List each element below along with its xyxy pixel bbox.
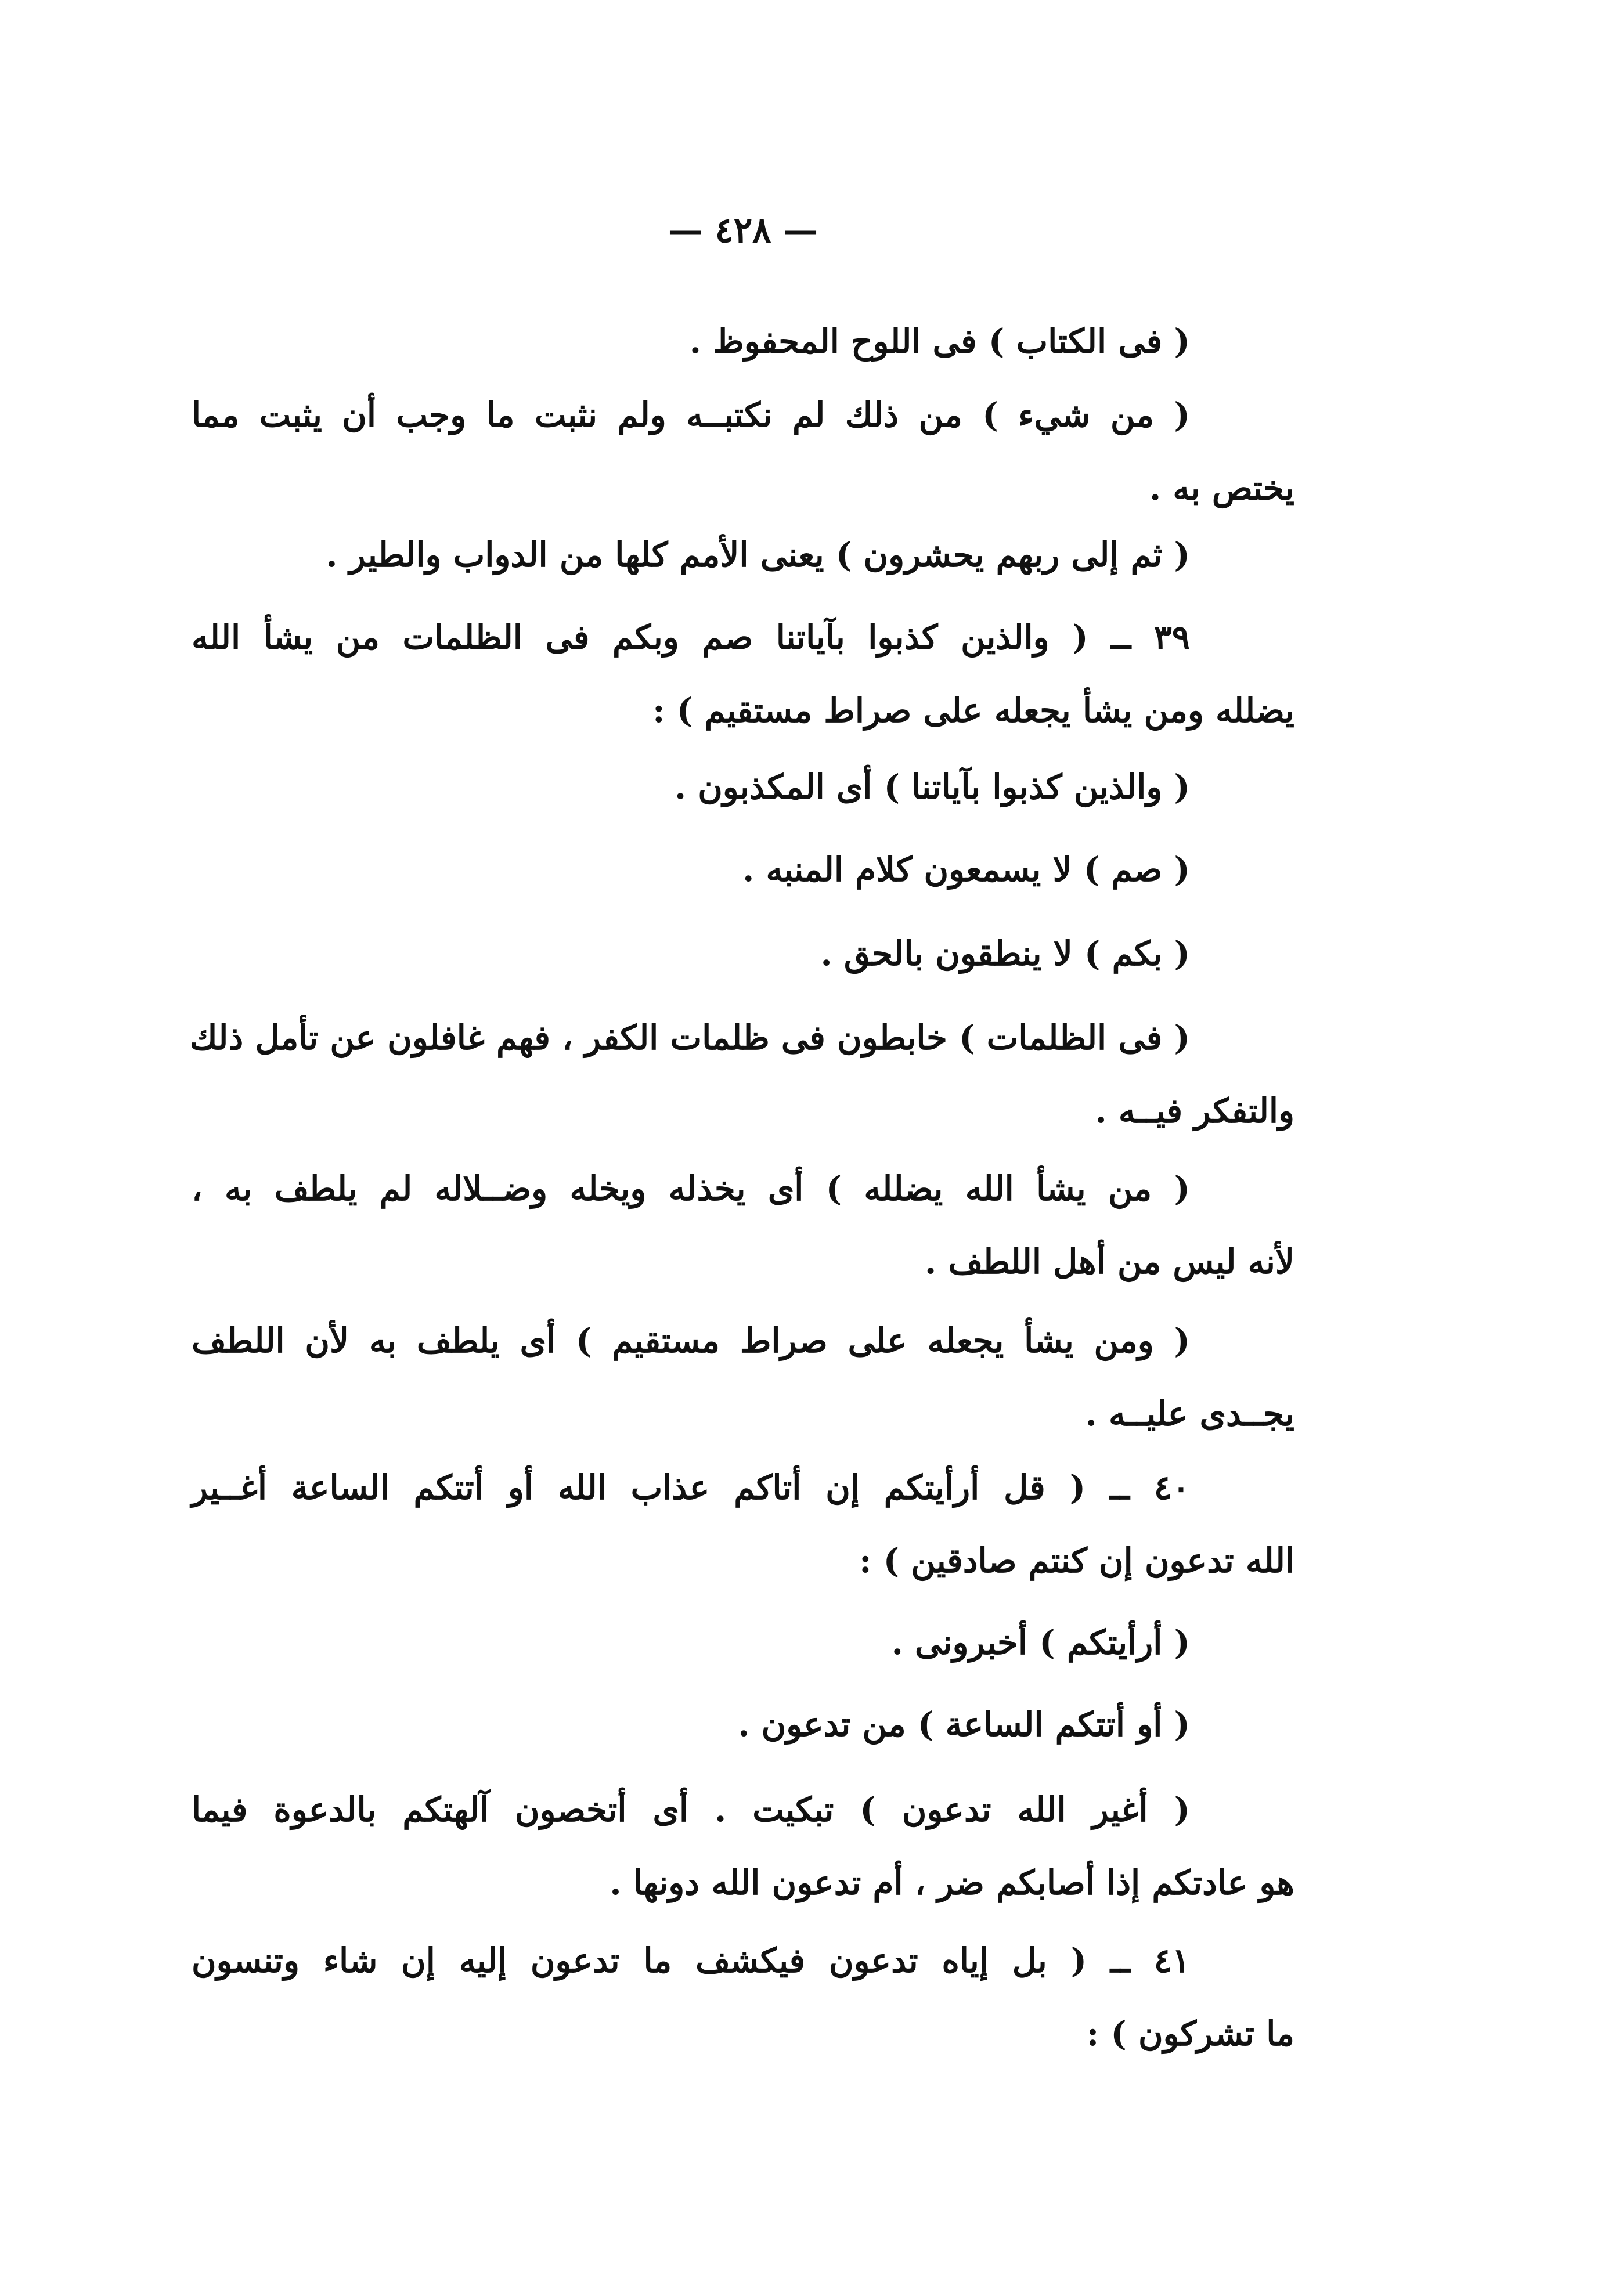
paragraph [192, 1451, 1294, 1597]
text-line: ( أرأيتكم ) أخبرونى . [891, 1623, 1190, 1662]
paragraph [192, 1606, 1294, 1679]
text-line: ( من شيء ) من ذلك لم نكتبــه ولم نثبت ما وجب أن يثبت مما [192, 395, 1190, 435]
text-line: ( أو أتتكم الساعة ) من تدعون . [738, 1705, 1190, 1744]
page-number: — ٤٢٨ — [668, 210, 818, 251]
document-page [189, 0, 1294, 2296]
text-line: ( فى الكتاب ) فى اللوح المحفوظ . [689, 322, 1190, 361]
paragraph [192, 1924, 1294, 2070]
text-line: ( أغير الله تدعون ) تبكيت . أى أتخصون آلهتكم بالدعوة فيما [192, 1790, 1190, 1829]
text-line: الله تدعون إن كنتم صادقين ) : [859, 1541, 1294, 1580]
paragraph [192, 917, 1294, 990]
text-line: ( بكم ) لا ينطقون بالحق . [820, 934, 1190, 973]
text-line: لأنه ليس من أهل اللطف . [924, 1242, 1294, 1281]
text-line: هو عادتكم إذا أصابكم ضر ، أم تدعون الله دونها . [610, 1863, 1294, 1902]
paragraph [192, 305, 1294, 378]
text-line: ( من يشأ الله يضلله ) أى يخذله ويخله وضــلاله لم يلطف به ، [192, 1169, 1190, 1208]
text-line: ( ومن يشأ يجعله على صراط مستقيم ) أى يلطف به لأن اللطف [192, 1321, 1190, 1360]
text-line: ٣٩ ــ ( والذين كذبوا بآياتنا صم وبكم فى الظلمات من يشأ الله [192, 618, 1190, 657]
text-line: ٤٠ ــ ( قل أرأيتكم إن أتاكم عذاب الله أو أتتكم الساعة أغــير [192, 1468, 1190, 1507]
text-line: يضلله ومن يشأ يجعله على صراط مستقيم ) : [652, 691, 1294, 730]
text-line: يختص به . [1149, 468, 1294, 508]
paragraph [192, 378, 1294, 525]
text-line: ( ثم إلى ربهم يحشرون ) يعنى الأمم كلها من الدواب والطير . [326, 535, 1190, 575]
paragraph [192, 1688, 1294, 1761]
paragraph [192, 1152, 1294, 1298]
text-line: يجــدى عليــه . [1085, 1394, 1294, 1434]
text-line: والتفكر فيــه . [1095, 1091, 1294, 1131]
paragraph [192, 1304, 1294, 1450]
text-line: ٤١ ــ ( بل إياه تدعون فيكشف ما تدعون إليه إن شاء وتنسون [192, 1941, 1190, 1980]
paragraph [192, 1773, 1294, 1919]
text-line: ما تشركون ) : [1086, 2014, 1294, 2053]
paragraph [189, 1001, 1294, 1147]
text-line: ( والذين كذبوا بآياتنا ) أى المكذبون . [674, 767, 1190, 807]
paragraph [192, 601, 1294, 747]
paragraph [192, 518, 1294, 591]
paragraph [192, 750, 1294, 824]
paragraph [192, 833, 1294, 906]
text-line: ( فى الظلمات ) خابطون فى ظلمات الكفر ، فهم غافلون عن تأمل ذلك [189, 1018, 1190, 1057]
text-line: ( صم ) لا يسمعون كلام المنبه . [742, 850, 1190, 889]
